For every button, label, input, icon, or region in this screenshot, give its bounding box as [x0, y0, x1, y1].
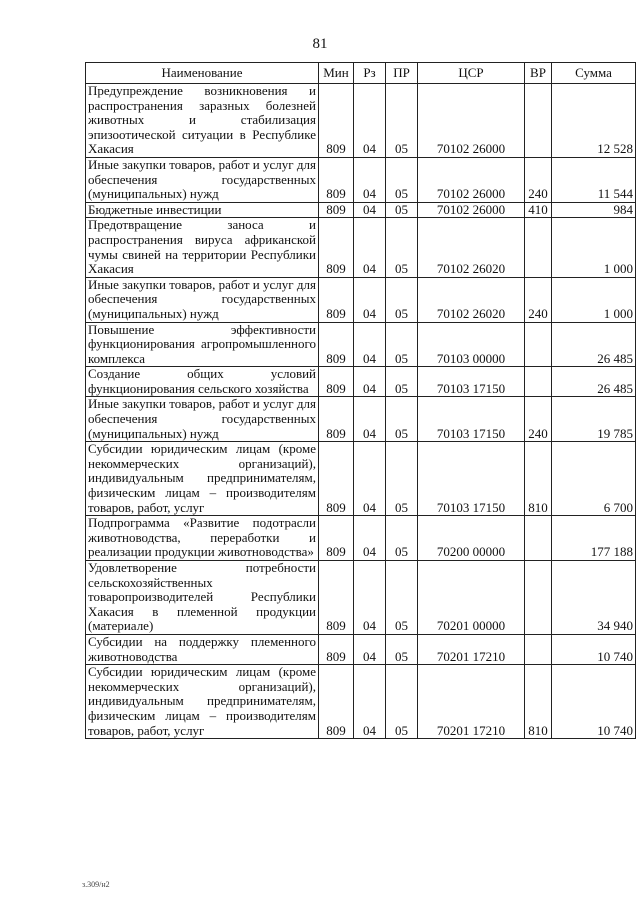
cell-name: Повышение эффективности функционирования агропромышленного комплекса: [86, 322, 319, 367]
cell-csr: 70201 17210: [418, 665, 525, 739]
cell-sum: 10 740: [552, 665, 636, 739]
cell-csr: 70102 26020: [418, 218, 525, 277]
cell-pr: 05: [386, 516, 418, 561]
cell-sum: 984: [552, 202, 636, 218]
cell-pr: 05: [386, 277, 418, 322]
table-body: [86, 84, 636, 739]
cell-csr: 70103 17150: [418, 442, 525, 516]
table-row: [86, 442, 636, 516]
header-sum: Сумма: [552, 63, 636, 84]
cell-sum: 34 940: [552, 561, 636, 635]
cell-csr: 70103 17150: [418, 397, 525, 442]
table-row: [86, 665, 636, 739]
cell-csr: 70102 26020: [418, 277, 525, 322]
cell-rz: 04: [354, 665, 386, 739]
cell-pr: 05: [386, 218, 418, 277]
cell-sum: 19 785: [552, 397, 636, 442]
cell-min: 809: [319, 442, 354, 516]
cell-rz: 04: [354, 516, 386, 561]
cell-min: 809: [319, 322, 354, 367]
cell-sum: 1 000: [552, 218, 636, 277]
cell-pr: 05: [386, 397, 418, 442]
cell-pr: 05: [386, 561, 418, 635]
cell-name: Создание общих условий функционирования сельского хозяйства: [86, 367, 319, 397]
cell-min: 809: [319, 157, 354, 202]
cell-vr: [525, 634, 552, 664]
cell-sum: 6 700: [552, 442, 636, 516]
header-vr: ВР: [525, 63, 552, 84]
header-rz: Рз: [354, 63, 386, 84]
cell-csr: 70102 26000: [418, 202, 525, 218]
cell-rz: 04: [354, 322, 386, 367]
cell-name: Иные закупки товаров, работ и услуг для обеспечения государственных (муниципальных) нужд: [86, 157, 319, 202]
cell-vr: 240: [525, 157, 552, 202]
cell-rz: 04: [354, 367, 386, 397]
cell-csr: 70201 00000: [418, 561, 525, 635]
cell-pr: 05: [386, 442, 418, 516]
cell-sum: 12 528: [552, 84, 636, 158]
cell-min: 809: [319, 516, 354, 561]
cell-sum: 10 740: [552, 634, 636, 664]
header-name: Наименование: [86, 63, 319, 84]
cell-vr: [525, 218, 552, 277]
cell-name: Предотвращение заноса и распространения вируса африканской чумы свиней на территории Республики Хакасия: [86, 218, 319, 277]
cell-rz: 04: [354, 634, 386, 664]
cell-name: Субсидии на поддержку племенного животноводства: [86, 634, 319, 664]
header-min: Мин: [319, 63, 354, 84]
cell-rz: 04: [354, 157, 386, 202]
cell-csr: 70201 17210: [418, 634, 525, 664]
cell-name: Иные закупки товаров, работ и услуг для обеспечения государственных (муниципальных) нужд: [86, 277, 319, 322]
cell-csr: 70200 00000: [418, 516, 525, 561]
cell-name: Удовлетворение потребности сельскохозяйственных товаропроизводителей Республики Хакасия в племенной продукции (материале): [86, 561, 319, 635]
table-row: [86, 84, 636, 158]
cell-sum: 177 188: [552, 516, 636, 561]
cell-min: 809: [319, 277, 354, 322]
header-pr: ПР: [386, 63, 418, 84]
cell-min: 809: [319, 634, 354, 664]
cell-min: 809: [319, 561, 354, 635]
table-row: [86, 397, 636, 442]
cell-vr: 410: [525, 202, 552, 218]
cell-min: 809: [319, 397, 354, 442]
cell-name: Субсидии юридическим лицам (кроме некоммерческих организаций), индивидуальным предпринимателям, физическим лицам – производителям товаров, работ, услуг: [86, 665, 319, 739]
cell-min: 809: [319, 367, 354, 397]
cell-pr: 05: [386, 367, 418, 397]
cell-vr: 240: [525, 277, 552, 322]
cell-sum: 1 000: [552, 277, 636, 322]
cell-pr: 05: [386, 157, 418, 202]
cell-rz: 04: [354, 218, 386, 277]
cell-csr: 70102 26000: [418, 84, 525, 158]
page-number: 81: [312, 36, 328, 52]
cell-csr: 70103 00000: [418, 322, 525, 367]
cell-rz: 04: [354, 277, 386, 322]
cell-vr: 810: [525, 665, 552, 739]
cell-csr: 70102 26000: [418, 157, 525, 202]
table-row: [86, 202, 636, 218]
cell-pr: 05: [386, 202, 418, 218]
cell-name: Субсидии юридическим лицам (кроме некоммерческих организаций), индивидуальным предпринимателям, физическим лицам – производителям товаров, работ, услуг: [86, 442, 319, 516]
cell-rz: 04: [354, 202, 386, 218]
cell-pr: 05: [386, 665, 418, 739]
cell-pr: 05: [386, 322, 418, 367]
cell-name: Предупреждение возникновения и распространения заразных болезней животных и стабилизация эпизоотической ситуации в Республике Хакасия: [86, 84, 319, 158]
cell-name: Иные закупки товаров, работ и услуг для обеспечения государственных (муниципальных) нужд: [86, 397, 319, 442]
cell-vr: [525, 516, 552, 561]
cell-vr: [525, 367, 552, 397]
cell-rz: 04: [354, 561, 386, 635]
header-csr: ЦСР: [418, 63, 525, 84]
cell-vr: 240: [525, 397, 552, 442]
cell-csr: 70103 17150: [418, 367, 525, 397]
cell-sum: 26 485: [552, 367, 636, 397]
cell-vr: [525, 322, 552, 367]
cell-pr: 05: [386, 634, 418, 664]
table-row: [86, 277, 636, 322]
cell-pr: 05: [386, 84, 418, 158]
table-row: [86, 218, 636, 277]
table-row: [86, 322, 636, 367]
table-row: [86, 516, 636, 561]
cell-min: 809: [319, 202, 354, 218]
cell-name: Бюджетные инвестиции: [86, 202, 319, 218]
table-header-row: [86, 63, 636, 84]
budget-table: [85, 62, 636, 739]
cell-min: 809: [319, 218, 354, 277]
table-row: [86, 634, 636, 664]
cell-vr: [525, 561, 552, 635]
cell-rz: 04: [354, 397, 386, 442]
cell-name: Подпрограмма «Развитие подотрасли животноводства, переработки и реализации продукции животноводства»: [86, 516, 319, 561]
cell-vr: [525, 84, 552, 158]
cell-min: 809: [319, 84, 354, 158]
table-row: [86, 157, 636, 202]
cell-sum: 11 544: [552, 157, 636, 202]
cell-sum: 26 485: [552, 322, 636, 367]
cell-rz: 04: [354, 442, 386, 516]
cell-rz: 04: [354, 84, 386, 158]
table-row: [86, 561, 636, 635]
cell-vr: 810: [525, 442, 552, 516]
cell-min: 809: [319, 665, 354, 739]
footer-code: з.309/н2: [82, 880, 110, 889]
table-row: [86, 367, 636, 397]
